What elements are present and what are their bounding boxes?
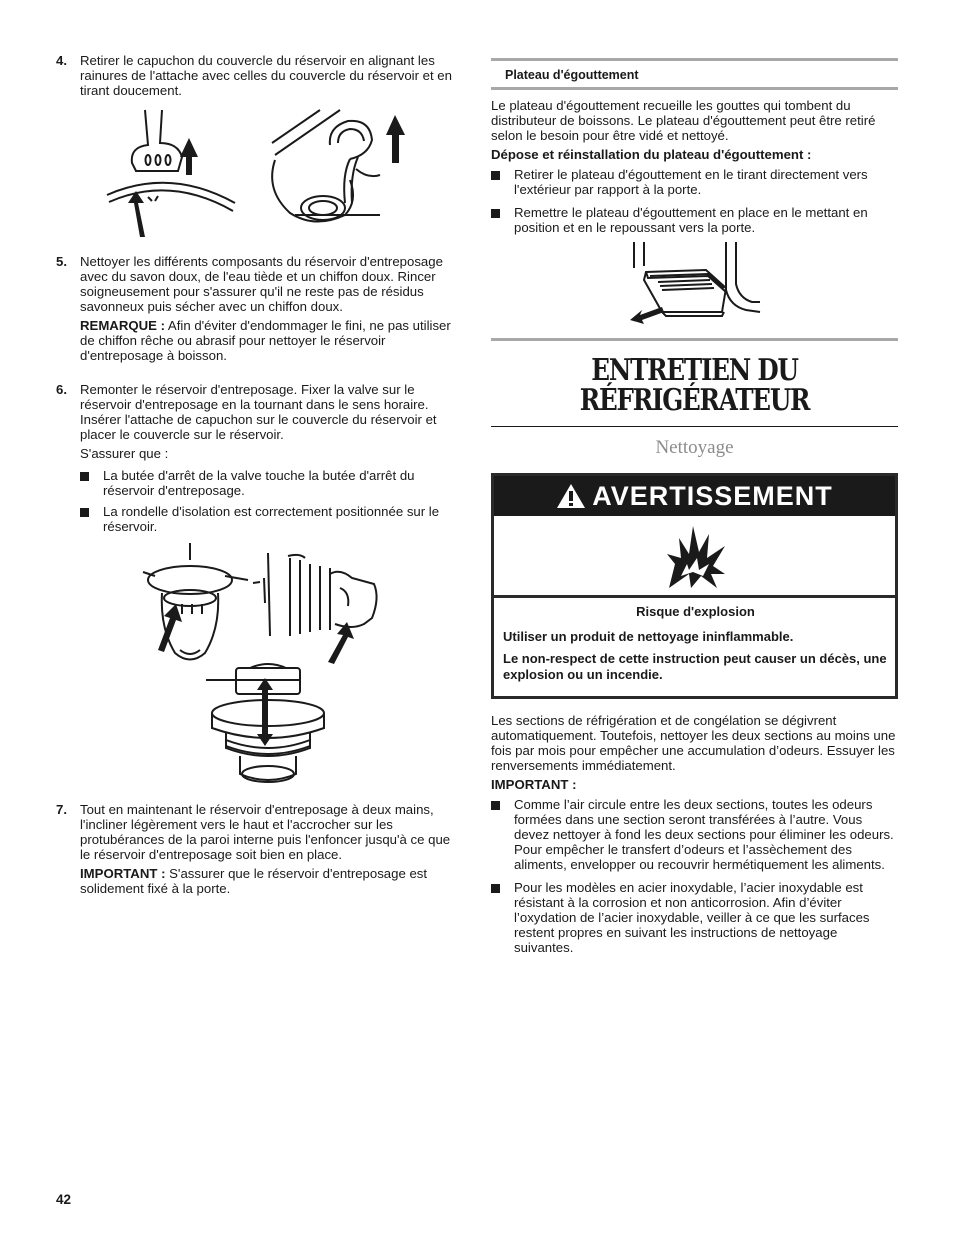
drip-tray-illustration — [626, 240, 766, 324]
title-bottom-rule — [491, 426, 898, 427]
note-label: REMARQUE : — [80, 318, 165, 333]
list-item: Retirer le plateau d'égouttement en le tirant directement vers l'extérieur par rapport à la porte. — [491, 167, 898, 197]
warning-consequence: Le non-respect de cette instruction peut causer un décès, une explosion ou un incendie. — [503, 651, 887, 682]
list-item: Remettre le plateau d'égouttement en place en le mettant en position et en le repoussant vers la porte. — [491, 205, 898, 235]
list-item: Pour les modèles en acier inoxydable, l’acier inoxydable est résistant à la corrosion et non anticorrosion. Afin d’éviter l’oxydation de l’acier inoxydable, veiller à ce que les surfaces restent propres en suivant les instructions de nettoyage suivantes. — [491, 880, 898, 955]
step-7 — [56, 802, 460, 900]
step-text: Remonter le réservoir d'entreposage. Fixer la valve sur le réservoir d'entreposage en la tournant dans le sens horaire. Insérer l'attache de capuchon sur le couvercle du réservoir et placer le couvercle sur le réservoir. — [80, 382, 437, 442]
step-number: 5. — [56, 254, 67, 269]
title-top-rule — [491, 338, 898, 341]
important-text: S'assurer que le réservoir d'entreposage est solidement fixé à la porte. — [80, 866, 428, 896]
cleaning-intro: Les sections de réfrigération et de congélation se dégivrent automatiquement. Toutefois, nettoyer les deux sections au moins une fois par mois pour empêcher une accumulation d’odeurs. Essuyer les renversements immédiatement. — [491, 713, 896, 773]
section-title: ENTRETIEN DU RÉFRIGÉRATEUR — [579, 353, 810, 418]
subsection-title: Nettoyage — [655, 437, 734, 458]
list-item: La rondelle d'isolation est correctement positionnée sur le réservoir. — [80, 504, 460, 534]
step-number: 4. — [56, 53, 67, 68]
warning-instruction: Utiliser un produit de nettoyage ininflammable. — [503, 629, 794, 644]
warning-title: AVERTISSEMENT — [592, 480, 833, 511]
step-note — [80, 318, 460, 363]
valve-assembly-illustration — [140, 538, 390, 798]
bullet-icon — [80, 508, 89, 517]
important-label: IMPORTANT : — [80, 866, 166, 881]
cleaning-section — [491, 713, 898, 961]
bullet-icon — [491, 209, 500, 218]
ensure-text: S'assurer que : — [80, 446, 169, 461]
step-text: Nettoyer les différents composants du réservoir d'entreposage avec du savon doux, de l'eau tiède et un chiffon doux. Rincer soigneusement pour s'assurer qu'il ne reste pas de résidus savonneux puis sécher avec un chiffon doux. — [80, 254, 443, 314]
cap-removal-illustration — [100, 105, 425, 245]
bullet-icon — [491, 884, 500, 893]
bullet-icon — [80, 472, 89, 481]
warning-header — [494, 476, 895, 516]
bullet-icon — [491, 171, 500, 180]
drip-tray-intro: Le plateau d'égouttement recueille les gouttes qui tombent du distributeur de boissons. Le plateau d'égouttement peut être retiré selon le besoin pour être vidé et nettoyé. — [491, 98, 876, 143]
list-item: Comme l’air circule entre les deux sections, toutes les odeurs formées dans une section seront transférées à l’autre. Vous devez nettoyer à fond les deux sections pour éliminer les odeurs. Pour empêcher le transfert d’odeurs et l’assèchement des aliments, envelopper ou recouvrir hermétiquement les aliments. — [491, 797, 898, 872]
note-text: Afin d'éviter d'endommager le fini, ne pas utiliser de chiffon rêche ou abrasif pour nettoyer le réservoir d'entreposage à boisson. — [80, 318, 451, 363]
page-number: 42 — [56, 1192, 72, 1207]
cleaning-important: IMPORTANT : — [491, 777, 577, 792]
warning-text — [494, 598, 895, 683]
step-number: 6. — [56, 382, 67, 397]
step-text: Retirer le capuchon du couvercle du réservoir en alignant les rainures de l'attache avec celles du couvercle du réservoir et en tirant doucement. — [80, 53, 452, 98]
explosion-icon — [667, 524, 727, 593]
step-important — [80, 866, 460, 896]
warning-icon-area — [494, 516, 895, 598]
step-number: 7. — [56, 802, 67, 817]
warning-triangle-icon — [556, 483, 586, 509]
drip-tray-section — [491, 58, 898, 241]
warning-risk: Risque d'explosion — [636, 604, 755, 619]
step-5 — [56, 254, 460, 367]
section-heading: Plateau d'égouttement — [491, 58, 898, 90]
warning-box — [491, 473, 898, 699]
step-text: Tout en maintenant le réservoir d'entreposage à deux mains, l'incliner légèrement vers le haut et l'accrocher sur les protubérances de la paroi interne puis l'enfoncer jusqu'à ce que le réservoir d'entreposage soit bien en place. — [80, 802, 451, 862]
list-item: La butée d'arrêt de la valve touche la butée d'arrêt du réservoir d'entreposage. — [80, 468, 460, 498]
bullet-icon — [491, 801, 500, 810]
step-4 — [56, 53, 460, 102]
step-6 — [56, 382, 460, 540]
drip-tray-subheading: Dépose et réinstallation du plateau d'égouttement : — [491, 147, 812, 162]
